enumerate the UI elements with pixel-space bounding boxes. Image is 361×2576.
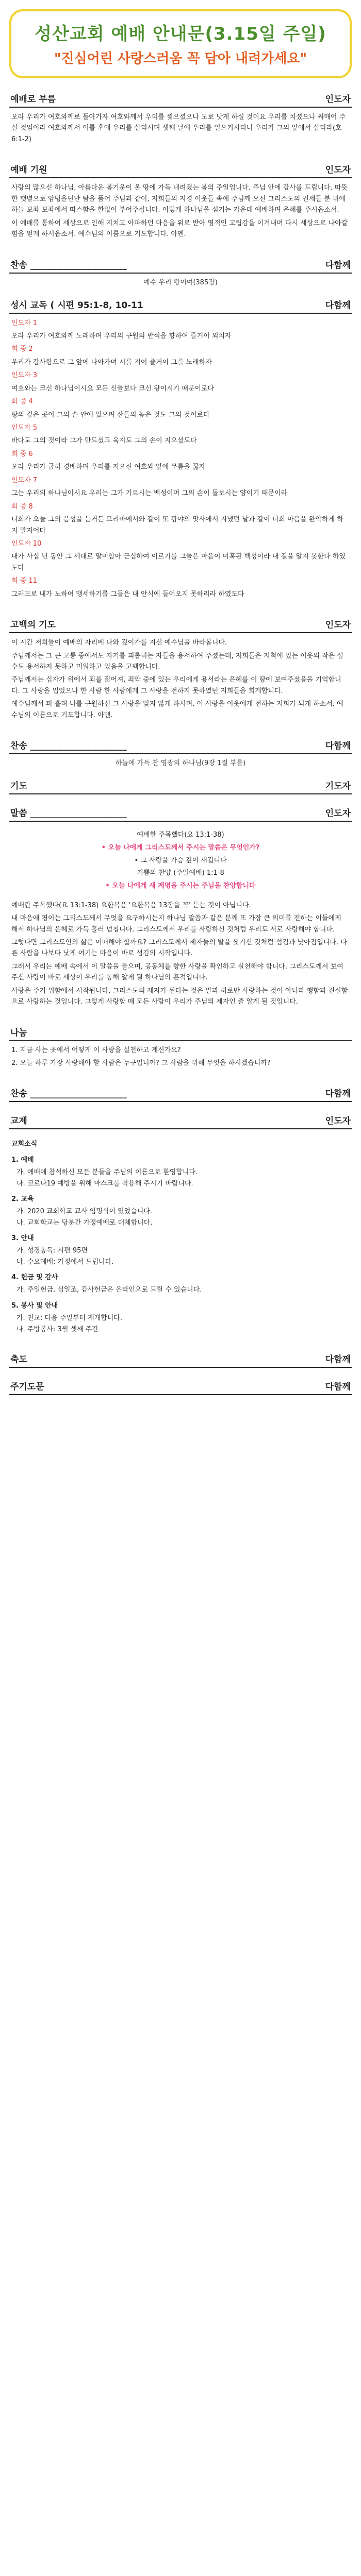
section-label: 찬송 ______________________: [10, 260, 127, 270]
psalm-verse: 너희가 오늘 그의 음성을 듣거든 므리바에서와 같이 또 광야의 맛사에서 지냈던 날과 같이 너희 마음을 완악하게 하지 말지어다: [11, 516, 343, 535]
psalm-verse: 바다도 그의 것이라 그가 만드셨고 육지도 그의 손이 지으셨도다: [11, 437, 197, 445]
section-leader: 인도자: [325, 1116, 351, 1127]
section-label: 교제: [10, 1116, 27, 1127]
section-psalm: [9, 298, 352, 606]
section-header: [9, 162, 352, 178]
outline-line: 기쁨의 찬양 (주일예배) 1:1-8: [137, 869, 224, 877]
news-heading: 4. 헌금 및 감사: [11, 1274, 58, 1282]
section-leader: 다함께: [325, 300, 351, 311]
news-item: 가. 주일헌금, 십일조, 감사헌금은 온라인으로 드릴 수 있습니다.: [17, 1286, 202, 1294]
psalm-verse: 여호와는 크신 하나님이시요 모든 신들보다 크신 왕이시기 때문이로다: [11, 384, 215, 393]
bulletin-subtitle: "진심어린 사랑스러움 꼭 담아 내려가세요": [54, 51, 307, 66]
section-benediction: [9, 1352, 352, 1368]
section-label: 기도: [10, 781, 27, 792]
psalm-speaker: 회 중 8: [11, 502, 33, 511]
news-item: 가. 2020 교회학교 교사 임명식이 있었습니다.: [17, 1207, 152, 1215]
hymn-title: 예수 우리 왕이여(385장): [143, 278, 218, 286]
bulletin-title: 성산교회 예배 안내문(3.15일 주일): [35, 24, 326, 44]
section-invocation: [9, 162, 352, 246]
sermon-paragraph: 사랑은 주기 위함에서 시작됩니다. 그리스도의 제자가 된다는 것은 말과 혀로만 사랑하는 것이 아니라 행함과 진실함으로 사랑하는 것입니다. 그렇게 사랑할 때 모든 사람이 우리가 주님의 제자인 줄 알게 될 것입니다.: [11, 987, 348, 1006]
news-heading: 5. 봉사 및 안내: [11, 1301, 58, 1310]
news-title: 교회소식: [11, 1140, 38, 1148]
outline-line: • 그 사랑을 가슴 깊이 새깁니다: [134, 856, 227, 865]
psalm-verse: 우리가 감사함으로 그 앞에 나아가며 시를 지어 즐거이 그를 노래하자: [11, 358, 212, 366]
sharing-question: 2. 오늘 하루 가장 사랑해야 할 사람은 누구입니까? 그 사람을 위해 무엇을 하시겠습니까?: [11, 1059, 271, 1067]
psalm-speaker: 회 중 6: [11, 450, 33, 458]
section-header: [9, 778, 352, 794]
news-item: 가. 예배에 참석하신 모든 분들을 주님의 이름으로 환영합니다.: [17, 1168, 198, 1176]
sermon-paragraph: 그래서 우리는 예배 속에서 이 말씀을 들으며, 공동체를 향한 사랑을 확인하고 실천해야 합니다. 그리스도께서 보여주신 사랑이 바로 세상이 우리를 통해 알게 될 하나님의 흔적입니다.: [11, 962, 343, 982]
news-item: 나. 교회학교는 당분간 가정예배로 대체합니다.: [17, 1219, 153, 1227]
call-text: 오라 우리가 여호와께로 돌아가자 여호와께서 우리를 찢으셨으나 도로 낫게 하실 것이요 우리를 치셨으나 싸매어 주실 것임이라 여호와께서 이틀 후에 우리를 살리시며 셋째 날에 우리를 일으키시리니 우리가 그의 앞에서 살리라(호 6:1-2): [11, 113, 346, 143]
news-item: 나. 주방봉사: 3월 셋째 주간: [17, 1325, 99, 1333]
section-leader: 인도자: [325, 808, 351, 819]
section-label: 찬송 ______________________: [10, 1089, 127, 1099]
sermon-outline: [9, 822, 352, 895]
section-confession: [9, 617, 352, 727]
psalm-speaker: 회 중 2: [11, 345, 33, 353]
news-item: 나. 코로나19 예방을 위해 마스크를 착용해 주시기 바랍니다.: [17, 1179, 193, 1188]
section-leader: 다함께: [325, 1381, 351, 1392]
psalm-verse: 내가 사십 년 동안 그 세대로 말미암아 근심하여 이르기를 그들은 마음이 미혹된 백성이라 내 길을 알지 못한다 하였도다: [11, 553, 346, 572]
sermon-paragraph: 그렇다면 그리스도인의 삶은 어떠해야 할까요? 그리스도께서 제자들의 발을 씻기신 것처럼 섬김과 낮아짐입니다. 다른 사람을 나보다 낫게 여기는 마음이 바로 섬김의 시작입니다.: [11, 938, 347, 958]
outline-line: • 오늘 나에게 그리스도께서 주시는 말씀은 무엇인가?: [101, 843, 260, 852]
section-header: [9, 1025, 352, 1041]
psalm-speaker: 회 중 4: [11, 398, 33, 406]
section-hymn-3: [9, 1086, 352, 1102]
section-header: [9, 1352, 352, 1368]
news-heading: 1. 예배: [11, 1156, 34, 1164]
section-prayer: [9, 778, 352, 794]
section-lords-prayer: [9, 1379, 352, 1395]
confession-text: 주님께서는 십자가 위에서 죄를 짊어져, 죄악 중에 있는 우리에게 용서라는 은혜를 이 땅에 보여주셨음을 기억합니다. 그 사랑을 입었으나 한 사람 한 사람에게 그 사랑을 전하지 못하였던 저희들을 회개합니다.: [11, 676, 341, 695]
section-label: 고백의 기도: [10, 620, 56, 631]
hymn-title: 하늘에 가득 찬 영광의 하나님(9장 1절 부를): [115, 759, 246, 768]
section-body: [9, 633, 352, 727]
section-header: [9, 298, 352, 314]
section-body: [9, 1041, 352, 1075]
news-item: 가. 친교: 다음 주일부터 재개합니다.: [17, 1314, 122, 1322]
psalm-verse: 땅의 깊은 곳이 그의 손 안에 있으며 산들의 높은 것도 그의 것이로다: [11, 411, 210, 419]
section-label: 축도: [10, 1354, 27, 1365]
section-leader: 다함께: [325, 741, 351, 752]
section-leader: 인도자: [325, 620, 351, 631]
section-body: [9, 178, 352, 246]
section-label: 예배 기원: [10, 165, 47, 176]
section-leader: 다함께: [325, 1354, 351, 1365]
psalm-speaker: 인도자 3: [11, 371, 38, 380]
section-fellowship: [9, 1113, 352, 1340]
section-leader: 기도자: [325, 781, 351, 792]
section-label: 주기도문: [10, 1381, 44, 1392]
section-header: [9, 1086, 352, 1102]
confession-text: 예수님께서 피 흘려 나를 구원하신 그 사랑을 잊지 않게 하시며, 이 사랑을 이웃에게 전하는 저희가 되게 하소서. 예수님의 이름으로 기도합니다. 아멘.: [11, 700, 343, 719]
section-label: 말씀 ______________________: [10, 808, 127, 819]
section-leader: 인도자: [325, 94, 351, 105]
section-label: 성시 교독 ( 시편 95:1-8, 10-11: [10, 300, 143, 311]
section-header: [9, 738, 352, 754]
psalm-verse: 오라 우리가 굽혀 경배하며 우리를 지으신 여호와 앞에 무릎을 꿇자: [11, 463, 206, 471]
psalm-speaker: 인도자 5: [11, 424, 38, 432]
outline-line: • 오늘 나에게 새 계명을 주시는 주님을 찬양합니다: [105, 882, 256, 890]
section-header: [9, 92, 352, 108]
section-body: [9, 314, 352, 606]
section-leader: 다함께: [325, 260, 351, 270]
news-item: 나. 수요예배: 가정에서 드립니다.: [17, 1258, 114, 1266]
outline-line: 예배한 주목했다(요 13:1-38): [137, 831, 224, 839]
section-call: [9, 92, 352, 151]
section-sermon: [9, 806, 352, 1013]
worship-bulletin: [9, 0, 352, 1395]
psalm-speaker: 인도자 7: [11, 476, 38, 484]
section-sharing: [9, 1025, 352, 1075]
psalm-verse: 그는 우리의 하나님이시요 우리는 그가 기르시는 백성이며 그의 손이 돌보시는 양이기 때문이라: [11, 489, 288, 498]
confession-text: 이 시간 저희들이 예배의 자리에 나와 깊이가를 지신 예수님을 바라봅니다.: [11, 639, 227, 647]
confession-text: 주님께서는 그 큰 고통 중에서도 자기를 괴롭히는 자들을 용서하여 주셨는데, 저희들은 지척에 있는 이웃의 작은 실수도 용서하지 못하고 미워하고 있음을 고백합니다.: [11, 652, 343, 671]
invocation-text: 이 예배를 통하여 세상으로 인해 지치고 아파하던 마음을 위로 받아 영적인 고립감을 이겨내며 다시 세상으로 나아갈 힘을 얻게 하시옵소서. 예수님의 이름으로 기도합니다. 아멘.: [11, 219, 348, 239]
section-leader: 다함께: [325, 1089, 351, 1099]
invocation-text: 사랑의 많으신 하나님, 아름다운 봄기운이 온 땅에 가득 내려졌는 봄의 주일입니다. 주님 안에 감사를 드립니다. 따뜻한 햇볕으로 암덩을던만 탐을 품어 주님과 같이, 저희들의 지경 이웃들 속에 주님께 오신 그리스도의 권세들 분 위에 하늘 보좌 보좌에서 따스함을 한없이 부어주십니다. 이렇게 하나님을 섬기는 가운데 예배하며 은혜를 주시옵소서.: [11, 184, 348, 214]
section-header: [9, 617, 352, 633]
section-label: 나눔: [10, 1027, 27, 1038]
psalm-speaker: 회 중 11: [11, 577, 37, 585]
section-header: [9, 258, 352, 274]
psalm-verse: 오라 우리가 여호와께 노래하며 우리의 구원의 반석을 향하여 즐거이 외치자: [11, 332, 232, 340]
news-heading: 2. 교육: [11, 1195, 34, 1203]
news-item: 가. 성경통독: 시편 95편: [17, 1247, 88, 1255]
section-label: 찬송 ______________________: [10, 741, 127, 752]
sharing-question: 1. 지금 사는 곳에서 어떻게 이 사랑을 실천하고 계신가요?: [11, 1046, 181, 1054]
psalm-speaker: 인도자 10: [11, 539, 42, 548]
section-header: [9, 1113, 352, 1129]
news-list: [9, 1129, 352, 1340]
section-header: [9, 806, 352, 822]
psalm-speaker: 인도자 1: [11, 319, 38, 327]
sermon-paragraph: 내 마음에 평이는 그리스도께서 무엇을 요구하시는지 하나님 말씀과 같은 분께 또 가장 큰 의미를 전하는 이들에게 해서 하나님의 은혜로 가득 흘러 넘칩니다. 그리스도께서 우리를 사랑하신 것처럼 우리도 서로 사랑해야 합니다.: [11, 914, 341, 934]
section-hymn-2: [9, 738, 352, 767]
news-heading: 3. 안내: [11, 1234, 34, 1243]
section-header: [9, 1379, 352, 1395]
bulletin-banner: [9, 9, 352, 78]
section-body: [9, 896, 352, 1014]
section-body: [9, 108, 352, 151]
sermon-paragraph: 예배란 주목했다(요 13:1-38) 요한복음 '요한복음 13장을 꼭' 듣는 것이 아닙니다.: [11, 901, 251, 909]
section-label: 예배로 부름: [10, 94, 56, 105]
section-leader: 인도자: [325, 165, 351, 176]
section-hymn-1: [9, 258, 352, 286]
psalm-verse: 그러므로 내가 노하여 맹세하기를 그들은 내 안식에 들어오지 못하리라 하였도다: [11, 590, 244, 598]
